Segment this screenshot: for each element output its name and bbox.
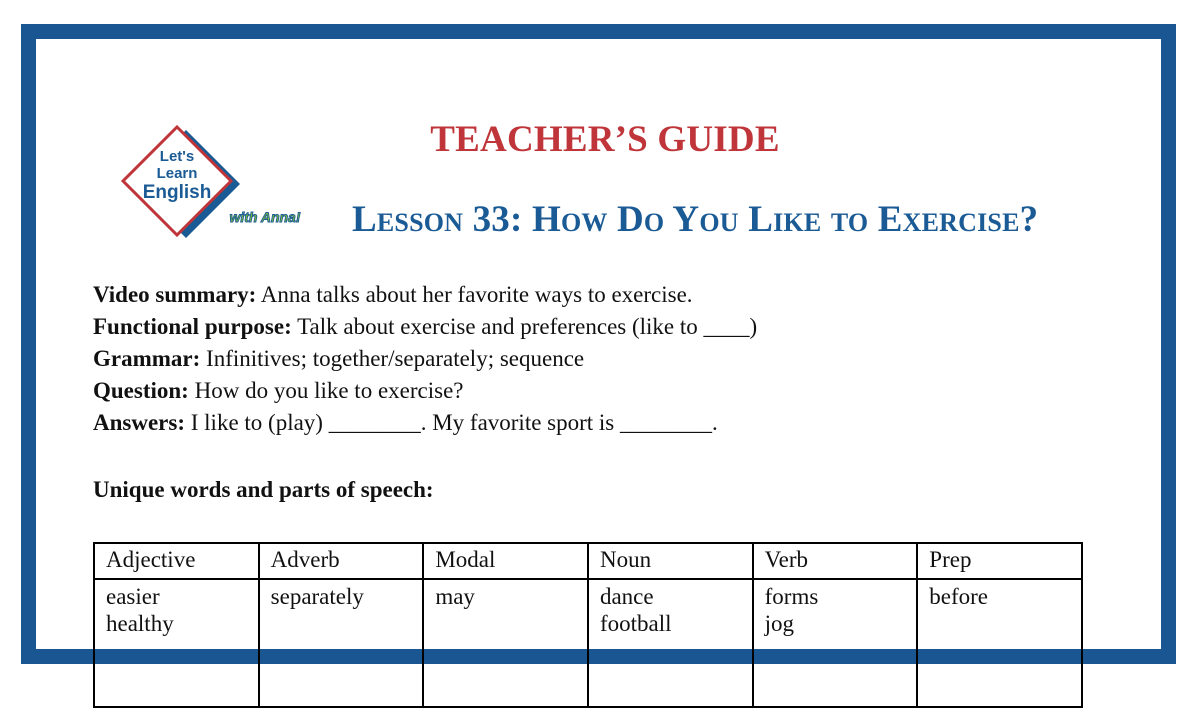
grammar [93, 343, 757, 375]
functional-purpose-text: Talk about exercise and preferences (like to ____) [291, 314, 758, 339]
header-modal: Modal [423, 543, 588, 579]
list-item: jog [764, 611, 795, 636]
unique-words-heading: Unique words and parts of speech: [93, 477, 434, 502]
answers [93, 407, 757, 439]
header-adjective: Adjective [94, 543, 259, 579]
header-adverb: Adverb [259, 543, 424, 579]
noun-cell [588, 579, 753, 707]
list-item: may [435, 584, 475, 609]
logo-line-3: English [142, 182, 212, 203]
question-text: How do you like to exercise? [188, 378, 464, 403]
grammar-label: Grammar: [93, 346, 201, 371]
video-summary [93, 279, 757, 311]
adverb-cell [259, 579, 424, 707]
lesson-info [93, 279, 757, 439]
prep-cell [917, 579, 1082, 707]
list-item: dance [599, 584, 654, 609]
grammar-text: Infinitives; together/separately; sequence [200, 346, 585, 371]
functional-purpose [93, 311, 757, 343]
lesson-title: Lesson 33: How Do You Like to Exercise? [352, 199, 1039, 240]
parts-of-speech-table [93, 542, 1083, 708]
list-item: easier [106, 584, 160, 609]
lets-learn-english-logo [117, 123, 312, 243]
list-item: before [929, 584, 989, 609]
verb-cell [753, 579, 918, 707]
page-title: TEACHER’S GUIDE [430, 119, 780, 160]
list-item: healthy [106, 611, 174, 636]
answers-text: I like to (play) ________. My favorite sport is ________. [185, 410, 718, 435]
list-item: forms [764, 584, 819, 609]
logo-tagline: with Anna! [229, 209, 301, 225]
logo-line-1: Let's [159, 148, 195, 165]
video-summary-label: Video summary: [93, 282, 257, 307]
adjective-cell [94, 579, 259, 707]
list-item: football [599, 611, 672, 636]
modal-cell [423, 579, 588, 707]
header-prep: Prep [917, 543, 1082, 579]
table-row [94, 579, 1082, 707]
functional-purpose-label: Functional purpose: [93, 314, 292, 339]
question-label: Question: [93, 378, 189, 403]
question [93, 375, 757, 407]
header-noun: Noun [588, 543, 753, 579]
list-item: separately [270, 584, 364, 609]
video-summary-text: Anna talks about her favorite ways to exercise. [256, 282, 693, 307]
logo-line-2: Learn [156, 165, 198, 182]
answers-label: Answers: [93, 410, 185, 435]
header-verb: Verb [753, 543, 918, 579]
table-header-row [94, 543, 1082, 579]
